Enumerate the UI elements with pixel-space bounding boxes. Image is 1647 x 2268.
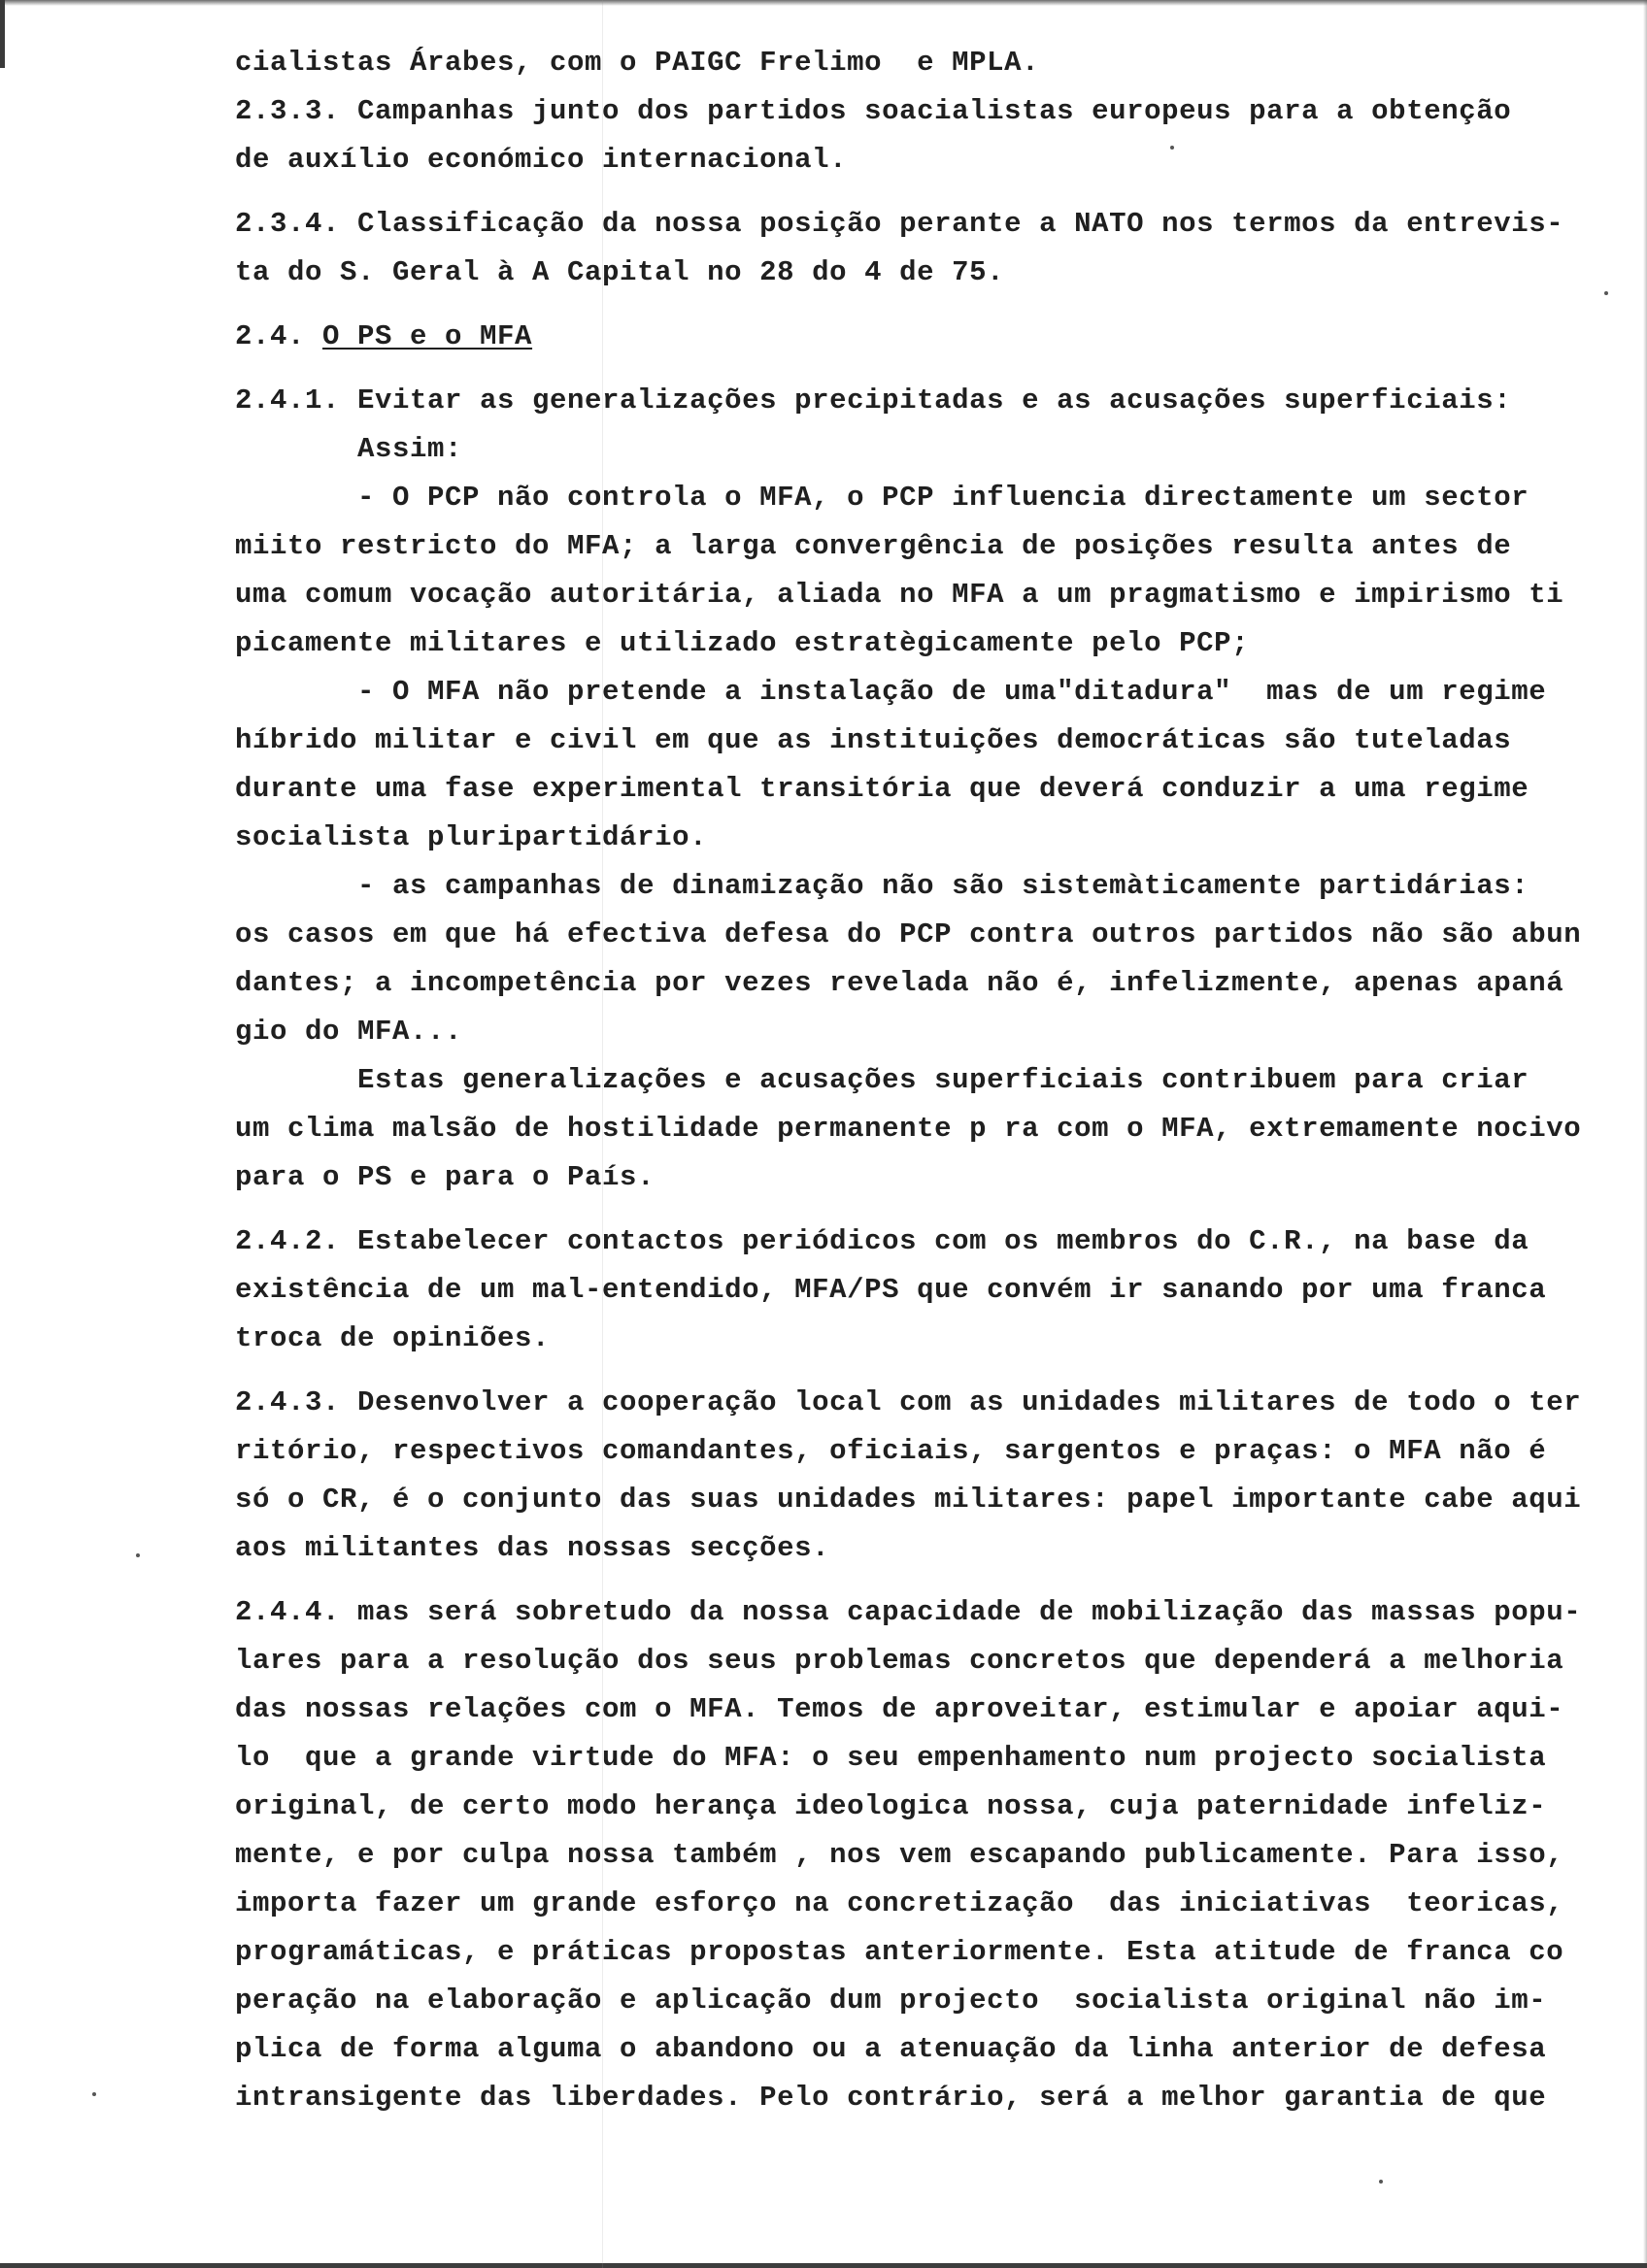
text-line: [235, 1637, 1595, 1685]
line-text: uma comum vocação autoritária, aliada no MFA a um pragmatismo e impirismo ti: [235, 579, 1564, 611]
line-text: híbrido militar e civil em que as instituições democráticas são tuteladas: [235, 724, 1512, 756]
text-line: [235, 1153, 1595, 1202]
line-text: os casos em que há efectiva defesa do PCP contra outros partidos não são abun: [235, 918, 1582, 951]
line-text: aos militantes das nossas secções.: [235, 1532, 830, 1564]
scan-left-edge: [0, 0, 5, 68]
text-line: [235, 2074, 1595, 2122]
section-number: 2.4.: [235, 320, 323, 352]
text-line: [235, 1685, 1595, 1734]
line-text: só o CR, é o conjunto das suas unidades militares: papel importante cabe aqui: [235, 1484, 1582, 1516]
text-line: [235, 1783, 1595, 1831]
line-text: intransigente das liberdades. Pelo contrário, será a melhor garantia de que: [235, 2082, 1547, 2114]
text-line: [235, 1476, 1595, 1524]
line-text: durante uma fase experimental transitória que deverá conduzir a uma regime: [235, 773, 1529, 805]
line-text: - O PCP não controla o MFA, o PCP influencia directamente um sector: [235, 482, 1529, 514]
line-text: picamente militares e utilizado estratègicamente pelo PCP;: [235, 627, 1250, 659]
line-text: socialista pluripartidário.: [235, 821, 708, 853]
text-line: [235, 814, 1595, 862]
scan-speck: [136, 1553, 140, 1557]
text-line: [235, 619, 1595, 668]
line-text: lo que a grande virtude do MFA: o seu empenhamento num projecto socialista: [235, 1742, 1547, 1774]
text-line: [235, 717, 1595, 765]
line-text: 2.3.4. Classificação da nossa posição perante a NATO nos termos da entrevis-: [235, 208, 1564, 240]
line-text: um clima malsão de hostilidade permanente p ra com o MFA, extremamente nocivo: [235, 1113, 1582, 1145]
text-line: [235, 1880, 1595, 1928]
text-line: [235, 200, 1595, 249]
document-text-body: [235, 39, 1595, 2122]
line-text: 2.3.3. Campanhas junto dos partidos soacialistas europeus para a obtenção: [235, 95, 1512, 127]
line-text: peração na elaboração e aplicação dum projecto socialista original não im-: [235, 1984, 1547, 2017]
text-line: [235, 313, 1595, 361]
text-line: [235, 1105, 1595, 1153]
line-text: para o PS e para o País.: [235, 1161, 655, 1193]
line-text: importa fazer um grande esforço na concretização das iniciativas teoricas,: [235, 1887, 1564, 1919]
line-text: original, de certo modo herança ideologica nossa, cuja paternidade infeliz-: [235, 1790, 1547, 1822]
text-line: [235, 474, 1595, 522]
line-text: gio do MFA...: [235, 1016, 463, 1048]
text-line: [235, 2025, 1595, 2074]
text-line: [235, 765, 1595, 814]
line-text: cialistas Árabes, com o PAIGC Frelimo e MPLA.: [235, 47, 1040, 79]
text-line: [235, 522, 1595, 571]
text-line: [235, 1524, 1595, 1573]
text-line: [235, 1008, 1595, 1056]
text-line: [235, 571, 1595, 619]
text-line: [235, 1928, 1595, 1977]
text-line: [235, 959, 1595, 1008]
scan-top-edge: [0, 0, 1647, 6]
line-text: existência de um mal-entendido, MFA/PS que convém ir sanando por uma franca: [235, 1274, 1547, 1306]
line-text: plica de forma alguma o abandono ou a atenuação da linha anterior de defesa: [235, 2033, 1547, 2065]
text-line: [235, 1734, 1595, 1783]
text-line: [235, 1217, 1595, 1266]
line-text: 2.4.3. Desenvolver a cooperação local com as unidades militares de todo o ter: [235, 1386, 1582, 1418]
line-text: 2.4.1. Evitar as generalizações precipitadas e as acusações superficiais:: [235, 384, 1512, 417]
text-line: [235, 911, 1595, 959]
text-line: [235, 1831, 1595, 1880]
section-heading: O PS e o MFA: [322, 320, 533, 352]
line-text: ta do S. Geral à A Capital no 28 do 4 de 75.: [235, 256, 1005, 288]
text-line: [235, 87, 1595, 136]
line-text: - as campanhas de dinamização não são sistemàticamente partidárias:: [235, 870, 1529, 902]
line-text: Estas generalizações e acusações superficiais contribuem para criar: [235, 1064, 1529, 1096]
text-line: [235, 136, 1595, 184]
line-text: miito restricto do MFA; a larga convergência de posições resulta antes de: [235, 530, 1512, 562]
line-text: 2.4.4. mas será sobretudo da nossa capacidade de mobilização das massas popu-: [235, 1596, 1582, 1628]
scan-speck: [1604, 291, 1608, 295]
line-text: troca de opiniões.: [235, 1322, 551, 1354]
scan-speck: [92, 2092, 96, 2096]
line-text: de auxílio económico internacional.: [235, 144, 848, 176]
text-line: [235, 39, 1595, 87]
text-line: [235, 1427, 1595, 1476]
text-line: [235, 668, 1595, 717]
text-line: [235, 249, 1595, 297]
line-text: das nossas relações com o MFA. Temos de aproveitar, estimular e apoiar aqui-: [235, 1693, 1564, 1725]
text-line: [235, 1588, 1595, 1637]
text-line: [235, 425, 1595, 474]
line-text: ritório, respectivos comandantes, oficiais, sargentos e praças: o MFA não é: [235, 1435, 1547, 1467]
line-text: 2.4.2. Estabelecer contactos periódicos com os membros do C.R., na base da: [235, 1225, 1529, 1257]
line-text: dantes; a incompetência por vezes revelada não é, infelizmente, apenas apaná: [235, 967, 1564, 999]
line-text: - O MFA não pretende a instalação de uma"ditadura" mas de um regime: [235, 676, 1547, 708]
line-text: programáticas, e práticas propostas anteriormente. Esta atitude de franca co: [235, 1936, 1564, 1968]
line-text: mente, e por culpa nossa também , nos vem escapando publicamente. Para isso,: [235, 1839, 1564, 1871]
text-line: [235, 1315, 1595, 1363]
text-line: [235, 1056, 1595, 1105]
text-line: [235, 1379, 1595, 1427]
scan-right-edge: [1643, 0, 1647, 2268]
line-text: Assim:: [235, 433, 463, 465]
scan-speck: [1379, 2180, 1383, 2184]
scan-bottom-edge: [0, 2263, 1647, 2268]
text-line: [235, 1266, 1595, 1315]
text-line: [235, 1977, 1595, 2025]
line-text: lares para a resolução dos seus problemas concretos que dependerá a melhoria: [235, 1645, 1564, 1677]
text-line: [235, 862, 1595, 911]
text-line: [235, 377, 1595, 425]
